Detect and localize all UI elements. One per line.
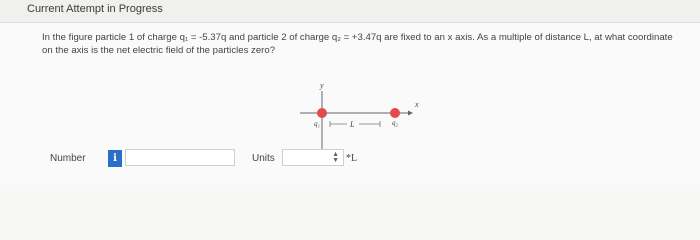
particle-1-label: q₁ bbox=[314, 120, 320, 128]
question-text: In the figure particle 1 of charge q₁ = -5.37q and particle 2 of charge q₂ = +3.47q are fixed to an x axis. As a multiple of distance L, at what coordinate on the axis is the net electric field of the particles zero? bbox=[42, 32, 673, 56]
x-axis-arrow bbox=[408, 111, 413, 116]
units-suffix: *L bbox=[346, 153, 358, 164]
question-panel bbox=[0, 23, 700, 185]
particle-2-label: q₂ bbox=[392, 119, 398, 127]
units-label: Units bbox=[252, 153, 275, 164]
number-input[interactable] bbox=[125, 149, 235, 166]
charge-diagram bbox=[300, 83, 420, 153]
particle-2 bbox=[390, 108, 400, 118]
answer-row bbox=[0, 145, 700, 173]
info-icon[interactable]: i bbox=[108, 150, 122, 167]
x-axis-label: x bbox=[415, 100, 419, 109]
units-select[interactable] bbox=[282, 149, 344, 166]
number-label: Number bbox=[50, 153, 86, 164]
y-axis-label: y bbox=[320, 81, 324, 90]
diagram-svg bbox=[300, 83, 420, 153]
page-title: Current Attempt in Progress bbox=[27, 3, 163, 15]
distance-label: L bbox=[350, 120, 355, 129]
particle-1 bbox=[317, 108, 327, 118]
header-bar bbox=[0, 0, 700, 23]
select-arrows-icon: ▲ ▼ bbox=[332, 151, 339, 164]
